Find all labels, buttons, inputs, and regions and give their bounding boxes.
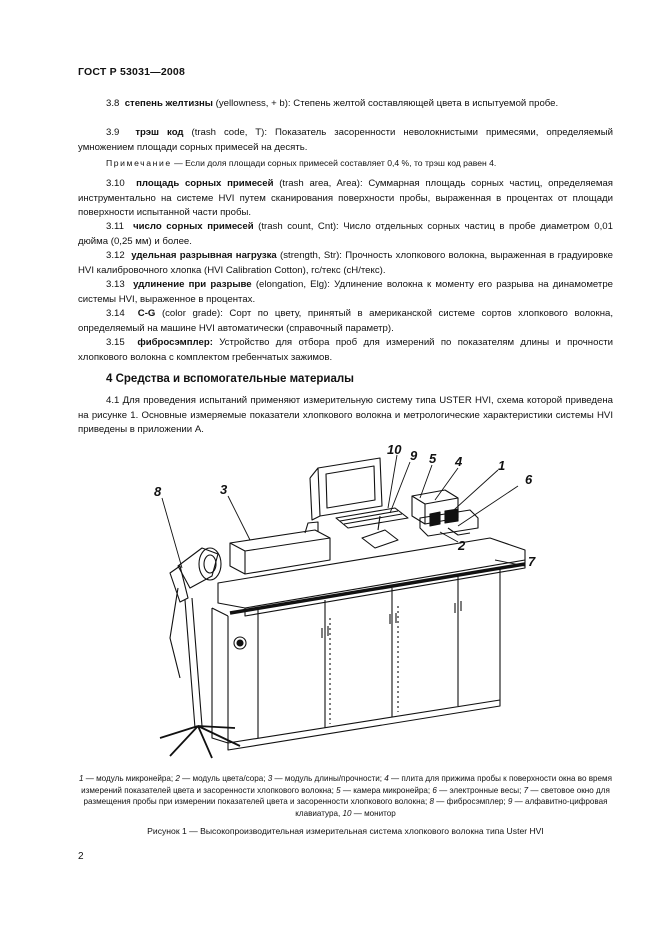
paragraph-text: 4.1 Для проведения испытаний применяют измерительную систему типа USTER HVI, схема которой приведена на рисунке 1. Основные измеряемые показатели хлопкового волокна и метрологические характеристики системы HVI приведены в приложении А.: [78, 395, 613, 436]
callout-1: 1: [498, 458, 506, 473]
note-label: Примечание: [106, 158, 172, 168]
definition-3-14: [78, 307, 613, 336]
monitor-screen: [326, 466, 375, 508]
term: площадь сорных примесей: [136, 178, 274, 189]
definition-text: (elongation, Elg): Удлинение волокна к моменту его разрыва на динамометре системы HVI, выраженное в процентах.: [78, 279, 613, 305]
definition-3-15: [78, 336, 613, 365]
legend-item: 8 — фибросэмплер;: [429, 797, 508, 806]
legend-item: 9 — алфавитно-цифровая клавиатура,: [295, 797, 608, 818]
clause-number: 3.9: [106, 127, 120, 138]
cabinet-front: [228, 568, 500, 743]
term: удельная разрывная нагрузка: [131, 250, 277, 261]
note: [106, 158, 496, 168]
callout-10: 10: [387, 442, 402, 457]
section-heading: 4 Средства и вспомогательные материалы: [106, 373, 354, 385]
definition-text: (color grade): Сорт по цвету, принятый в американской системе сортов хлопкового волокна, определяемый на машине HVI автоматически (справочный параметр).: [78, 308, 613, 334]
definition-text: (strength, Str): Прочность хлопкового волокна, выраженная в градуировке HVI калибровочного хлопка (HVI Calibration Cotton), гс/текс (сН/текс).: [78, 250, 613, 276]
page-number: 2: [78, 851, 84, 862]
figure-caption: Рисунок 1 — Высокопроизводительная измерительная система хлопкового волокна типа Uster HVI: [147, 826, 544, 836]
figure-legend: [78, 773, 613, 819]
definition-3-11: [78, 220, 613, 249]
legend-item: 4 — плита для прижима пробы к поверхности окна во время измерений показателей цвета и засоренности хлопкового волокна;: [81, 774, 612, 795]
table-rail: [230, 564, 525, 613]
figure-hvi-system: [140, 438, 540, 763]
callout-6: 6: [525, 472, 533, 487]
clause-number: 3.13: [106, 279, 125, 290]
paragraph-4-1: [78, 394, 613, 438]
note-text: — Если доля площади сорных примесей составляет 0,4 %, то трэш код равен 4.: [171, 158, 497, 168]
term: фибросэмплер:: [137, 337, 213, 348]
definition-3-9: [78, 126, 613, 155]
legend-item: 2 — модуль цвета/сора;: [175, 774, 268, 783]
legend-item: 5 — камера микронейра;: [336, 785, 433, 795]
document-header: ГОСТ Р 53031—2008: [78, 66, 186, 78]
fibrosampler-post: [185, 598, 202, 728]
clause-number: 3.15: [106, 337, 125, 348]
definition-3-12: [78, 249, 613, 278]
callout-3: 3: [220, 482, 228, 497]
definition-3-10: [78, 177, 613, 221]
clause-number: 3.14: [106, 308, 125, 319]
term: удлинение при разрыве: [133, 279, 252, 290]
callout-5: 5: [429, 451, 437, 466]
fibrosampler-drum: [199, 548, 221, 580]
clause-number: 3.11: [106, 221, 124, 232]
legend-item: 7 — световое окно для размещения пробы при измерении показателей цвета и засоренности хлопкового волокна;: [83, 785, 610, 806]
clause-number: 3.8: [106, 98, 120, 109]
clause-number: 3.10: [106, 178, 125, 189]
definition-text: (trash count, Cnt): Число отдельных сорных частиц в пробе диаметром 0,01 дюйма (0,25 мм) и более.: [78, 221, 613, 247]
definition-text: (trash code, T): Показатель засоренности неволокнистыми примесями, определяемый умножением площади сорных примесей на десять.: [78, 127, 613, 153]
term: трэш код: [135, 127, 184, 138]
legend-item: 1 — модуль микронейра;: [79, 774, 176, 783]
callout-9: 9: [410, 448, 418, 463]
legend-item: 10 — монитор: [342, 808, 396, 818]
legend-item: 6 — электронные весы;: [432, 785, 524, 795]
cabinet-base: [228, 700, 500, 750]
definition-3-8: [78, 97, 613, 112]
callout-8: 8: [154, 484, 162, 499]
definition-text: (yellowness, + b): Степень желтой составляющей цвета в испытуемой пробе.: [213, 98, 559, 109]
callout-4: 4: [455, 454, 463, 469]
term: C-G: [137, 308, 156, 319]
definition-text: (trash area, Area): Суммарная площадь сорных частиц, определяемая инструментально на системе HVI путем сканирования поверхности пробы, выраженная в процентах от площади поверхности испытанной части пробы.: [78, 178, 613, 219]
legend-item: 3 — модуль длины/прочности;: [267, 774, 385, 783]
callout-7: 7: [528, 554, 536, 569]
term: степень желтизны: [124, 98, 214, 109]
cabinet-side: [212, 608, 228, 743]
term: число сорных примесей: [133, 221, 254, 232]
definition-3-13: [78, 278, 613, 307]
clause-number: 3.12: [106, 250, 125, 261]
definition-text: Устройство для отбора проб для измерений по показателям длины и прочности хлопкового волокна с комплектом гребенчатых зажимов.: [78, 337, 613, 363]
callout-2: 2: [458, 538, 466, 553]
